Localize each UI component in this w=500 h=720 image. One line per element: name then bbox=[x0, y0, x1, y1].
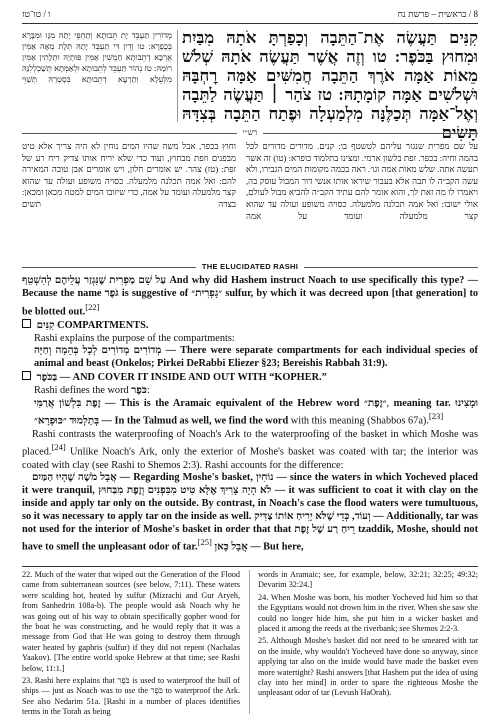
footnote-22: 22. Much of the water that wiped out the Generation of the Flood came from subterranean sources (see below, 7:11). These waters were scalding hot, heated by sulfur (Mizrachi and Gur Aryeh, from Sanhedrin 108a-b). The people would ask Noach why he was going out of his way to obtain specifically gopher wood for the boat he was constructing, and he would reply that it was a message from God that He was going to destroy them through water heated by gaphris (sulfur) if they did not repent (Nachalas Yaakov). [The entire world spoke Hebrew at that time; see Rashi below, 11:1.] bbox=[22, 570, 240, 673]
column-divider bbox=[177, 30, 178, 122]
square-bullet-icon bbox=[22, 371, 31, 380]
paragraph: אֲבָל מֹשֶׁה שֶׁהָיוּ הַמַּיִם — Regarding Moshe's basket, נוֹחִין — since the waters in which Yocheved placed it were tranquil, לֹא הָיָה צָרִיךְ אֶלָּא טִיט מִבִּפְנִים וְזֶפֶת מִבַּחוּץ — it was sufficient to coat it with clay on the inside and apply tar only on the outside. By contrast, in Noach's case the flood waters were tumultuous, so it was necessary to apply tar on the inside as well. וְעוֹד, כְּדֵי שֶׁלֹּא יָרִיחַ אוֹתוֹ צַדִּיק — Additionally, tar was not used for the interior of Moshe's basket in order that that רֵיחַ רַע שֶׁל זֶפֶת tzaddik, Moshe, should not have to smell the unpleasant odor of tar.[25] אֲבָל כָּאן — But here, bbox=[22, 472, 478, 553]
paragraph: Rashi explains the purpose of the compartments: bbox=[34, 332, 235, 344]
heading-kopher: בַּכֹּפֶר — AND COVER IT INSIDE AND OUT WITH “KOPHER.” bbox=[22, 371, 478, 385]
footnote-23: 23. Rashi here explains that כֹּפֶר is used to waterproof the hull of ships — just as Noach was to use the כֹּפֶר to waterproof the Ark. See also Nedarim 51a. [Rashi in a number of places identifies terms in the Torah as being bbox=[22, 676, 240, 716]
paragraph: Rashi defines the word כֹּפֶר: bbox=[34, 384, 150, 396]
rashi-commentary bbox=[22, 141, 478, 258]
paragraph: זֶפֶת בִּלְשׁוֹן אֲרַמִּי — This is the Aramaic equivalent of the Hebrew word ״זֶפֶת״, meaning tar. וּמָצִינוּ בְּתַלְמוּד ״כּוּפְרָא״ — In the Talmud as well, we find the word with this meaning (Shabbos 67a).[23] bbox=[34, 397, 478, 427]
paragraph: Rashi contrasts the waterproofing of Noach's Ark to the waterproofing of the basket in which Moshe was placed.[24] Unlike Noach's Ark, only the exterior of Moshe's basket was coated with tar; the interior was coated with clay (see Rashi to Shemos 2:3). Rashi accounts for the difference: bbox=[22, 428, 478, 471]
torah-verse-text: קִנִּים תַּעֲשֶׂה אֶת־הַתֵּבָה וְכָפַרְתָּ אֹתָהּ מִבַּיִת וּמִחוּץ בַּכֹּפֶר: טו וְזֶה אֲשֶׁר תַּעֲשֶׂה אֹתָהּ שְׁלֹשׁ מֵאוֹת אַמָּה אֹרֶךְ הַתֵּבָה חֲמִשִּׁים אַמָּה רׇחְבָּהּ וּשְׁלֹשִׁים אַמָּה קוֹמָתָהּ: טז צֹהַר ׀ תַּעֲשֶׂה לַתֵּבָה וְאֶל־אַמָּה תְּכַלֶּנָּה מִלְמַעְלָה וּפֶתַח הַתֵּבָה בְּצִדָּהּ תָּשִׂים bbox=[182, 28, 478, 142]
footnotes-divider bbox=[249, 570, 250, 714]
footnotes-column-left bbox=[22, 570, 240, 716]
header-book-parashah: 8 / בראשית – פרשת נח bbox=[397, 9, 478, 19]
header-verse-ref: ו / טו־טז bbox=[22, 9, 51, 19]
footnote-24: 24. When Moshe was born, his mother Yocheved hid him so that the Egyptians would not drown him in the river. When she saw she could no longer hide him, she put him in a wicker basket and placed it among the reeds at the riverbank; see Shemos 2:2-3. bbox=[258, 592, 478, 634]
rashi-column-left: וחוץ בכפר, אבל משה שהיו המים נוחין לא היה צריך אלא טיט מבפנים וזפת מבחוץ, ועוד כדי שלא יריח אותו צדיק ריח רע של זפת: (טז) צהר. יש אומרים חלון, ויש אומרים אבן טובה המאירה להם: ואל אמה תכלנה מלמעלה. כסויה משופע ועולה עד שהוא קצר מלמעלה ועומד על אמה, כדי שיזובו המים למטה מכאן ומכאן: בצדה תשים bbox=[22, 141, 236, 209]
elucidated-rashi-label: THE ELUCIDATED RASHI bbox=[22, 262, 478, 272]
targum-onkelos-text: מְדוֹרִין תַּעְבֵּד יָת תֵּבוּתָא וְתַחְפֵּי יָתַהּ מִגָּו וּמִבָּרָא בְּכֻפְרָא: טו וְדֵין דִּי תַעְבֵּד יָתַהּ תְּלָת מְאָה אַמִּין אֻרְכָּא דְתֵבוּתָא חַמְשִׁין אַמִּין פּוּתְיַהּ וּתְלָתִין אַמִּין רוּמַהּ: טז נְהוֹר תַּעְבֵּד לְתֵבוּתָא וּלְאַמְּתָא תְּשַׁכְלְלִנַּהּ מִלְּעֵלָא וְתַרְעָא דְתֵבוּתָא בִּסְטְרַהּ תְּשַׁוֵּי bbox=[22, 31, 172, 84]
footnotes-column-right bbox=[258, 570, 478, 716]
square-bullet-icon bbox=[22, 319, 31, 328]
heading-compartments: קִנִּים COMPARTMENTS. bbox=[22, 319, 478, 333]
rashi-column-right: על שם מפרית שנגזר עליהם לטשטף בו: קנים. מדורים מדורים לכל בהמה וחיה: בכפר. זפת בלשון ארמי. ומצינו בתלמוד כופרא: (טו) זה אשר תעשה אתה. שלש מאות אמה וגו׳. ראה בכמה מקומות המים הגבירו, ולא עשה הקב״ה לו תבה אלא בעבור שיראו אותו אנשי דור המבול עוסק בה, ויאמרו לו מה זאת לך, והוא אומר להם עתיד הקב״ה להביא מבול לעולם, אולי ישובו: ואל אמה תכלנה מלמעלה. כסויה משופע ועולה עד שהוא קצר מלמעלה ועומד על אמה bbox=[246, 141, 478, 221]
rashi-section-label: רש״י bbox=[22, 128, 478, 138]
running-header bbox=[22, 9, 478, 23]
footnote-25: 25. Although Moshe's basket did not need to be smeared with tar on the inside, why wouldn't Yocheved have done so anyway, since applying tar also on the inside would have made the basket even more watertight? Rashi answers [that Hashem put the idea of using clay into her mind] in order to spare the righteous Moshe the unpleasant odor of tar (Levush HaOrah). bbox=[258, 636, 478, 698]
footnote-23-cont: words in Aramaic; see, for example, below, 32:21; 32:25; 49:32; Devarim 32:24.] bbox=[258, 570, 478, 590]
footnotes-rule bbox=[22, 566, 478, 567]
intro-paragraph: עַל שֵׁם מַפְרִית שֶׁנִּגְזַר עֲלֵיהֶם לְהִשְׁטֵף And why did Hashem instruct Noach to use specifically this type? — Because the name גֹּפֶר is suggestive of ״גָפְרִית״ sulfur, by which it was decreed upon [that generation] to be blotted out.[22] bbox=[22, 275, 478, 318]
header-rule bbox=[22, 23, 478, 24]
paragraph: מְדוֹרִים מְדוֹרִים לְכָל בְּהֵמָה וְחַיָּה — There were separate compartments for each individual species of animal and beast (Onkelos; Pirkei DeRabbi Eliezer §23; Bereishis Rabbah 31:9). bbox=[34, 345, 478, 370]
elucidated-rashi-body bbox=[22, 275, 478, 565]
